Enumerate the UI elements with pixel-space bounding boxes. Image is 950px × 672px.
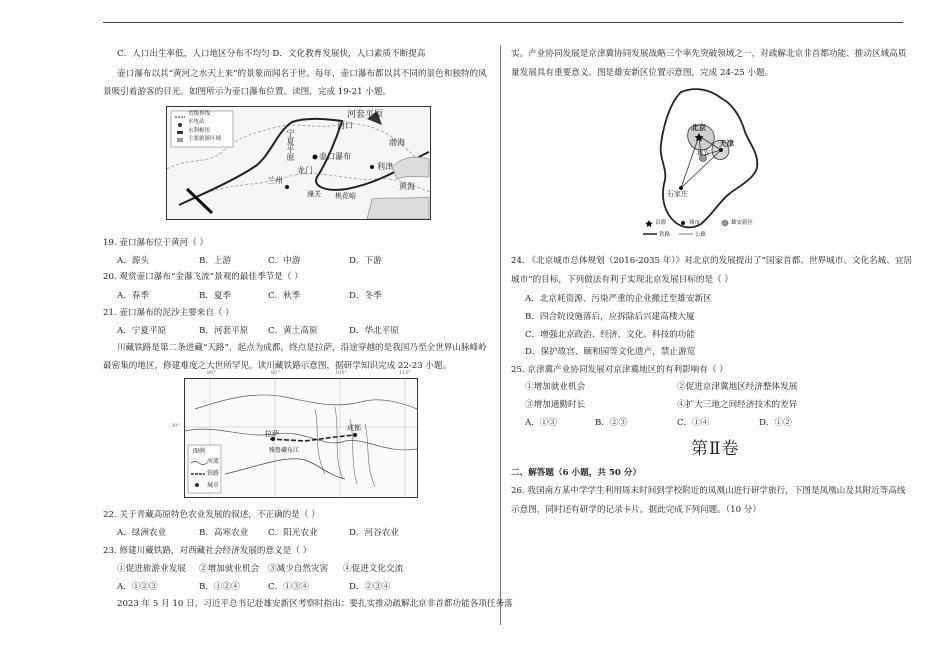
q19-option-a[interactable]: A．源头 — [117, 256, 149, 266]
map1-legend-0: 省级界线 — [188, 111, 211, 117]
map1-label-hekou: 河口 — [337, 121, 353, 130]
q22-option-c[interactable]: C．阳光农业 — [268, 528, 318, 538]
map1-label-taohuayu: 桃花峪 — [335, 192, 356, 200]
map1-label-hukou: 壶口瀑布 — [319, 152, 351, 161]
question-25: 25. 京津冀产业协同发展对京津冀地区的有利影响有（ ） — [511, 365, 728, 375]
q24-option-c[interactable]: C．增强北京政治、经济、文化、科技的功能 — [525, 330, 695, 340]
q24-option-d[interactable]: D．保护故宫、颐和园等文化遗产，禁止游览 — [525, 347, 696, 357]
map2-label-chengdu: 成都 — [347, 424, 361, 432]
part-2-title: 第Ⅱ卷 — [691, 439, 740, 459]
map2-lon-80: 80° — [207, 370, 216, 376]
map2-lon-100: 100° — [335, 370, 348, 376]
question-22: 22. 关于青藏高原特色农业发展的叙述，不正确的是（ ） — [103, 510, 320, 520]
q25-statement-4: ④扩大三地之间经济技术的差异 — [677, 400, 798, 410]
map1-label-bohai: 渤海 — [389, 138, 405, 147]
q22-option-a[interactable]: A．绿洲农业 — [117, 528, 167, 538]
q24-option-b[interactable]: B．四合院设施落后，应拆除后兴建高楼大厦 — [525, 312, 695, 322]
question-24-line1: 24. 《北京城市总体规划（2016-2035 年）》对北京的发展提出了“国家首都、世界城市、文化名城、宜居 — [511, 256, 913, 266]
header-rule — [103, 22, 903, 23]
q20-option-c[interactable]: C．秋季 — [268, 291, 301, 301]
map3-label-xiongan: 雄安 — [697, 149, 710, 157]
map1-legend-3: 主要旅游区域 — [188, 136, 222, 142]
q20-option-d[interactable]: D．冬季 — [349, 291, 382, 301]
q20-option-a[interactable]: A．春季 — [117, 291, 149, 301]
question-20: 20. 观赏壶口瀑布“金瀑飞流”景观的最佳季节是（ ） — [103, 272, 303, 282]
q23-statement-4: ④促进文化交流 — [343, 564, 404, 574]
map1-label-hetao: 河套平原 — [347, 110, 384, 120]
q25-statement-3: ③增加通勤时长 — [525, 400, 586, 410]
map3-legend-city: 城市 — [689, 220, 701, 226]
map3-legend-road: 公路 — [695, 232, 707, 238]
q25-option-a[interactable]: A．①③ — [525, 418, 557, 428]
map3-label-tianjin: 天津 — [719, 139, 734, 148]
map1-legend-1: 水电站 — [188, 119, 205, 125]
question-24-line2: 城市”的目标，下列做法有利于实现北京发展目标的是（ ） — [511, 275, 733, 285]
q19-option-c[interactable]: C．中游 — [268, 256, 301, 266]
q23-statement-1: ①促进旅游业发展 — [117, 564, 186, 574]
q25-statement-1: ①增加就业机会 — [525, 382, 586, 392]
passage-19-line1: 壶口瀑布以其“黄河之水天上来”的景象而闻名于世。每年，壶口瀑布都以其不同的景色和独特的风 — [117, 69, 487, 79]
q25-option-c[interactable]: C．①④ — [677, 418, 710, 428]
passage-22-line2: 最密集的地区，修建难度之大世所罕见。读川藏铁路示意图，据研学知识完成 22-23 小题。 — [103, 361, 452, 371]
map2-legend-city: 城市 — [207, 482, 220, 489]
passage-24-line3: 量发展具有重要意义。图是雄安新区位置示意图，完成 24-25 小题。 — [511, 68, 774, 78]
q23-statement-3: ③减少自然灾害 — [268, 564, 329, 574]
q25-option-d[interactable]: D．①② — [759, 418, 792, 428]
sichuan-tibet-railway-map — [171, 370, 418, 498]
q23-statement-2: ②增加就业机会 — [199, 564, 260, 574]
map1-label-lanzhou: 兰州 — [267, 176, 283, 185]
map2-label-yarlung: 雅鲁藏布江 — [269, 447, 300, 454]
map2-legend-river: 河流 — [207, 458, 220, 465]
map1-label-ningxia: 宁夏平原 — [286, 129, 295, 161]
q23-option-a[interactable]: A．①②③ — [117, 582, 158, 592]
q21-option-a[interactable]: A．宁夏平原 — [117, 326, 167, 336]
q22-option-d[interactable]: D．河谷农业 — [349, 528, 399, 538]
map3-legend-railway: 铁路 — [659, 232, 671, 238]
map1-label-lijin: 利津 — [377, 162, 393, 171]
section-2-heading: 二、解答题（6 小题，共 50 分） — [511, 468, 642, 478]
map3-label-beijing: 北京 — [691, 123, 706, 132]
q21-option-d[interactable]: D．华北平原 — [349, 326, 399, 336]
map2-label-lhasa: 拉萨 — [265, 430, 279, 438]
passage-24-line2: 实。产业协同发展是京津冀协同发展战略三个率先突破领域之一，对疏解北京非首都功能、推动区域高质 — [511, 49, 907, 59]
q23-option-d[interactable]: D．②③④ — [349, 582, 391, 592]
map2-lat-30: 30° — [171, 423, 180, 429]
q21-option-c[interactable]: C．黄土高原 — [268, 326, 318, 336]
map1-legend-2: 水利枢纽 — [188, 128, 211, 134]
railway-map-svg — [185, 379, 417, 497]
question-26-line1: 26. 我国南方某中学学生利用周末时间到学校附近的凤凰山进行研学旅行，下图是凤凰山及其附近等高线 — [511, 486, 906, 496]
passage-19-line2: 景吸引着游客的目光。如图所示为壶口瀑布位置。读图，完成 19-21 小题。 — [103, 87, 392, 97]
q19-option-b[interactable]: B．上游 — [199, 256, 232, 266]
map1-label-huanghai: 黄海 — [399, 182, 415, 191]
map3-label-shijiazhuang: 石家庄 — [667, 190, 688, 198]
question-26-line2: 示意图，同时还有研学的记录卡片。据此完成下列问题。（10 分） — [511, 505, 761, 515]
map2-legend-title: 图例 — [193, 448, 206, 455]
q24-option-a[interactable]: A．北京耗资源、污染严重的企业搬迁至雄安新区 — [525, 294, 712, 304]
map2-lon-110: 110° — [399, 370, 412, 376]
option-cd-line: C．人口出生率低，人口地区分布不均匀 D．文化教育发展快，人口素质不断提高 — [117, 49, 426, 59]
q23-option-b[interactable]: B．①②④ — [199, 582, 240, 592]
q22-option-b[interactable]: B．高寒农业 — [199, 528, 249, 538]
map3-legend-capital: 首都 — [655, 220, 667, 226]
column-divider — [500, 45, 501, 625]
q23-option-c[interactable]: C．①③④ — [268, 582, 309, 592]
passage-22-line1: 川藏铁路是第二条进藏“天路”，起点为成都，终点是拉萨，沿途穿越的是我国乃至全世界山脉峰岭 — [117, 343, 487, 353]
xiongan-map-svg — [641, 84, 766, 239]
passage-24-line1: 2023 年 5 月 10 日，习近平总书记赴雄安新区考察时指出：要扎实推动疏解北京非首都功能各项任务落 — [117, 599, 513, 609]
yellow-river-map — [166, 106, 431, 220]
map2-lon-90: 90° — [271, 370, 280, 376]
q19-option-d[interactable]: D．下游 — [349, 256, 382, 266]
map1-label-tongguan: 潼关 — [307, 190, 321, 198]
q21-option-b[interactable]: B．河套平原 — [199, 326, 249, 336]
q25-statement-2: ②促进京津冀地区经济整体发展 — [677, 382, 798, 392]
map3-legend-xiongan: 雄安新区 — [731, 220, 754, 226]
question-19: 19. 壶口瀑布位于黄河（ ） — [103, 238, 209, 248]
xiongan-location-map — [641, 84, 766, 239]
map2-legend-railway: 铁路 — [207, 470, 220, 477]
question-23: 23. 修建川藏铁路，对西藏社会经济发展的意义是（ ） — [103, 546, 312, 556]
map1-label-longmen: 龙门 — [297, 166, 313, 175]
q20-option-b[interactable]: B．夏季 — [199, 291, 232, 301]
q25-option-b[interactable]: B．②③ — [595, 418, 628, 428]
question-21: 21. 壶口瀑布的泥沙主要来自（ ） — [103, 308, 234, 318]
